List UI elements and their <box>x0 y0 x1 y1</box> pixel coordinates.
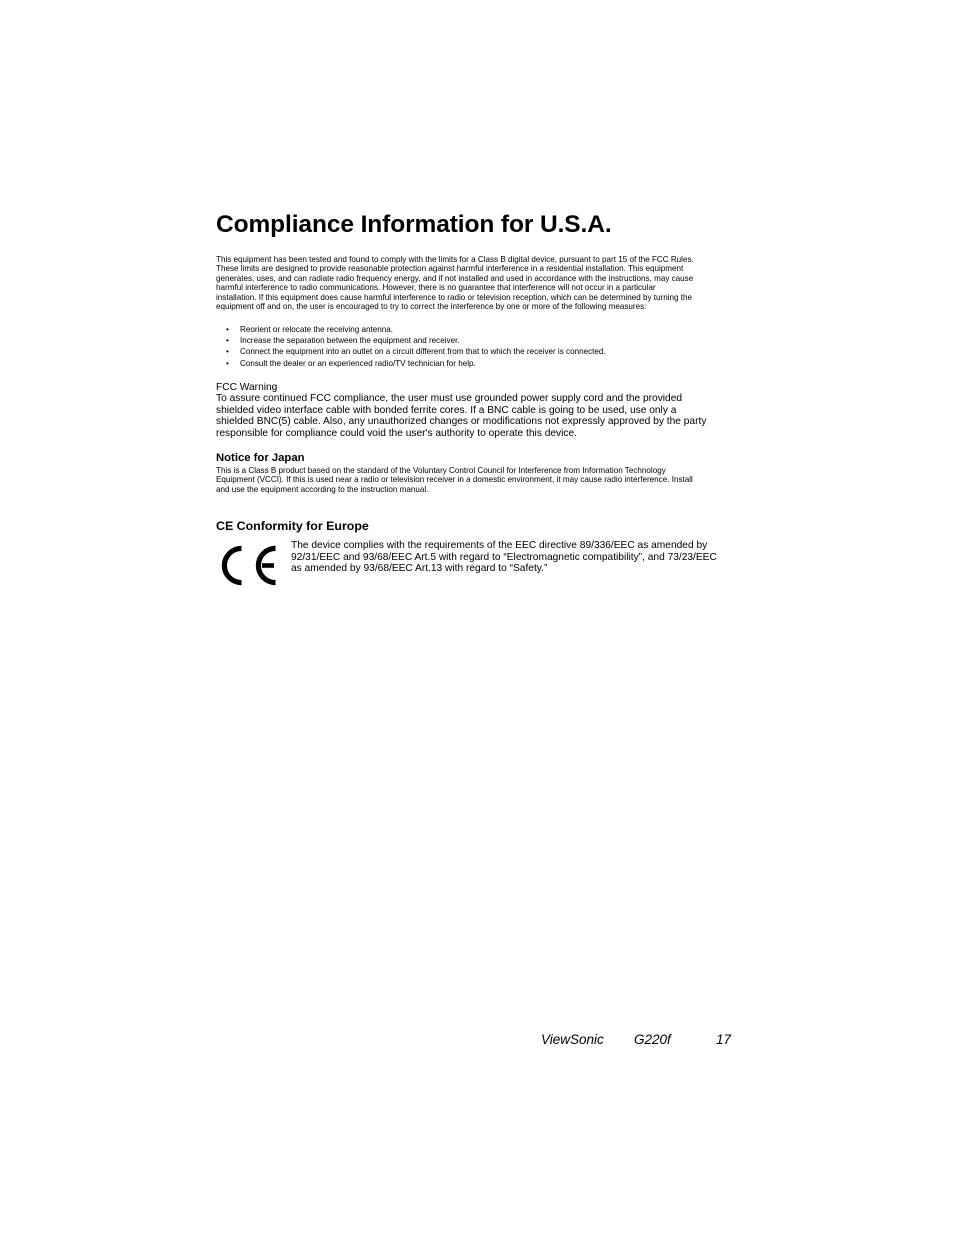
ce-conformity-heading: CE Conformity for Europe <box>216 519 369 533</box>
intro-paragraph: This equipment has been tested and found to comply with the limits for a Class B digital device, pursuant to part 15 of the FCC Rules. These limits are designed to provide reasonable protection against harmful interference in a residential installation. This equipment generates, uses, and can radiate radio frequency energy, and if not installed and used in accordance with the instructions, may cause harmful interference to radio communications. However, there is no guarantee that interference will not occur in a particular installation. If this equipment does cause harmful interference to radio or television reception, which can be determined by turning the equipment off and on, the user is encouraged to try to correct the interference by one or more of the following measures: <box>216 255 694 312</box>
bullet-icon: • <box>226 347 229 357</box>
page-footer <box>541 1032 741 1048</box>
page-title: Compliance Information for U.S.A. <box>216 211 612 238</box>
japan-notice-body: This is a Class B product based on the standard of the Voluntary Control Council for Interference from Information Technology Equipment (VCCI). If this is used near a radio or television receiver in a domestic environment, it may cause radio interference. Install and use the equipment according to the instruction manual. <box>216 466 693 494</box>
ce-conformity-body: The device complies with the requirements of the EEC directive 89/336/EEC as amended by 92/31/EEC and 93/68/EEC Art.5 with regard to “Electromagnetic compatibility”, and 73/23/EEC as amended by 93/68/EEC Art.13 with regard to “Safety.” <box>291 540 717 575</box>
measure-text: Reorient or relocate the receiving antenna. <box>240 325 393 334</box>
bullet-icon: • <box>226 358 229 368</box>
measure-text: Consult the dealer or an experienced radio/TV technician for help. <box>240 358 476 368</box>
list-item <box>226 358 726 369</box>
fcc-warning-heading: FCC Warning <box>216 382 278 393</box>
fcc-warning-body: To assure continued FCC compliance, the user must use grounded power supply cord and the provided shielded video interface cable with bonded ferrite cores. If a BNC cable is going to be used, use only a shielded BNC(5) cable. Also, any unauthorized changes or modifications not expressly approved by the party responsible for compliance could void the user's authority to operate this device. <box>216 393 707 440</box>
measure-text: Connect the equipment into an outlet on a circuit different from that to which the receiver is connected. <box>240 347 606 357</box>
japan-notice-heading: Notice for Japan <box>216 452 305 464</box>
ce-mark-icon <box>220 543 282 588</box>
bullet-icon: • <box>226 325 229 334</box>
list-item <box>226 346 726 357</box>
footer-model: G220f <box>634 1032 671 1047</box>
measure-text: Increase the separation between the equipment and receiver. <box>240 336 460 346</box>
bullet-icon: • <box>226 336 229 346</box>
measures-list <box>226 324 726 369</box>
list-item <box>226 335 726 346</box>
page-number: 17 <box>716 1032 732 1047</box>
list-item <box>226 324 726 335</box>
footer-brand: ViewSonic <box>541 1032 604 1047</box>
